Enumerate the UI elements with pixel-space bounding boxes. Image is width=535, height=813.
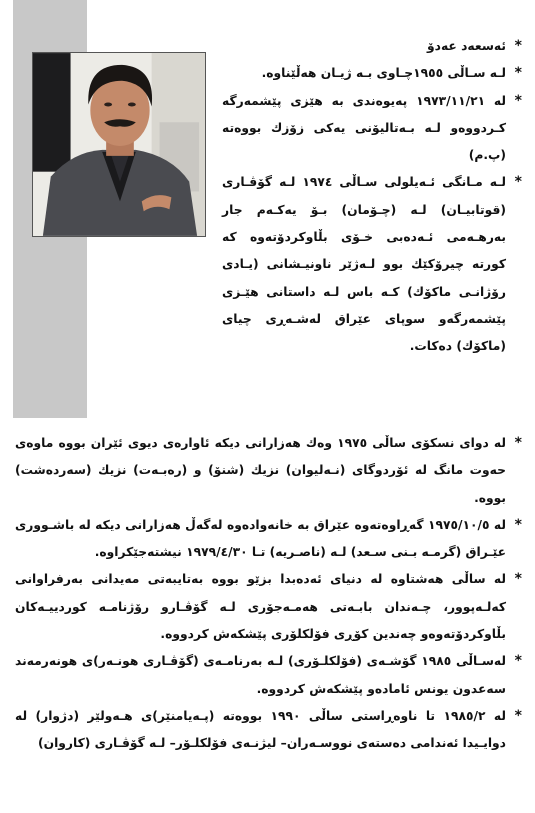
bullet-mark: * xyxy=(514,38,522,54)
item-text: لە ١٩٨٥/٢ تا ناوەڕاستی ساڵی ١٩٩٠ بووەتە (پـەیامنێر)ی هـەولێر (دژوار) لە دوایـیدا ئەندامی دەستەی نووسـەران– لیژنـەی فۆلكلـۆر– لـە گۆڤـاری (كاروان) xyxy=(15,708,506,751)
list-item xyxy=(15,430,522,512)
bullet-mark: * xyxy=(514,174,522,191)
bullet-mark: * xyxy=(514,571,522,588)
bullet-mark: * xyxy=(514,92,522,109)
bullet-mark: * xyxy=(514,65,522,82)
item-text: لەسـاڵی ١٩٨٥ گۆشـەی (فۆلكلـۆری) لـە بەرنامـەی (گۆڤـاری هونـەر)ی هونەرمەند سەعدون یونس ئامادەو پێشكەش كردووە. xyxy=(15,654,507,696)
portrait-illustration xyxy=(33,53,205,236)
item-text: لە ساڵی هەشتاوە لە دنیای ئەدەبدا بزێو بووە بەتایبەتی مەیدانی بەرفراوانی كەلـەپوور، چـەندان بابـەتی هەمـەجۆری لـە گۆڤـارو رۆژنامـە كوردییـەكان بڵاوكردۆتەوەو چەندین كۆڕی فۆلكلۆری پێشكەش كردووە. xyxy=(15,572,506,642)
top-text-column xyxy=(222,33,522,361)
item-text: لـە مـانگی ئـەیلولی سـاڵی ١٩٧٤ لـە گۆڤـاری (قوتابیـان) لـە (چـۆمان) بـۆ یەكـەم جار بەرهـەمی ئـەدەبی خـۆی بڵاوكردۆتەوە كە كورتە چیرۆكێك بوو لـەژێر ناونیـشانی (یـادی رۆژانـی ماكۆك) كـە باس لـە داستانی هێـزی پێشمەرگەو سوپای عێراق لەشـەڕی چیای (ماكۆك) دەكات. xyxy=(222,175,506,354)
item-text: ئەسعەد عەدۆ xyxy=(427,39,506,53)
bullet-mark: * xyxy=(514,435,522,451)
bullet-mark: * xyxy=(514,516,522,533)
item-text: لە ١٩٧٣/١١/٢١ پەیوەندی بە هێزی پێشمەرگە كـردووەو لـە بـەتالیۆنی یەكی زۆزك بووەتە (پ.م) xyxy=(222,93,506,163)
list-item xyxy=(222,33,522,60)
portrait-photo xyxy=(32,52,206,237)
list-item xyxy=(15,566,522,648)
list-item xyxy=(222,169,522,360)
item-text: لـە سـاڵی ١٩٥٥چـاوی بـە ژیـان هەڵێناوە. xyxy=(261,66,506,81)
list-item xyxy=(15,648,522,703)
list-item xyxy=(15,703,522,758)
list-item xyxy=(222,60,522,87)
bullet-mark: * xyxy=(514,707,522,724)
item-text: لە ١٩٧٥/١٠/٥ گەڕاوەتەوە عێراق بە خانەوادەوە لەگەڵ هەزارانی دیكە لە باشـووری عێـراق (گرمـە بـنی سـعد) لـە (ناصـریە) تـا ١٩٧٩/٤/٣٠ نیشتەجێكراوە. xyxy=(15,517,506,560)
list-item xyxy=(222,88,522,170)
bullet-mark: * xyxy=(514,653,522,670)
bottom-text-column xyxy=(15,430,522,758)
item-text: لە دوای نسكۆی ساڵی ١٩٧٥ وەك هەزارانی دیكە ئاوارەی دیوی ئێران بووە ماوەی حەوت مانگ لە ئۆردوگای (نـەلیوان) نزیك (شنۆ) و (رەبـەت) نزیك (سەردەشت) بووە. xyxy=(15,436,506,505)
list-item xyxy=(15,512,522,567)
